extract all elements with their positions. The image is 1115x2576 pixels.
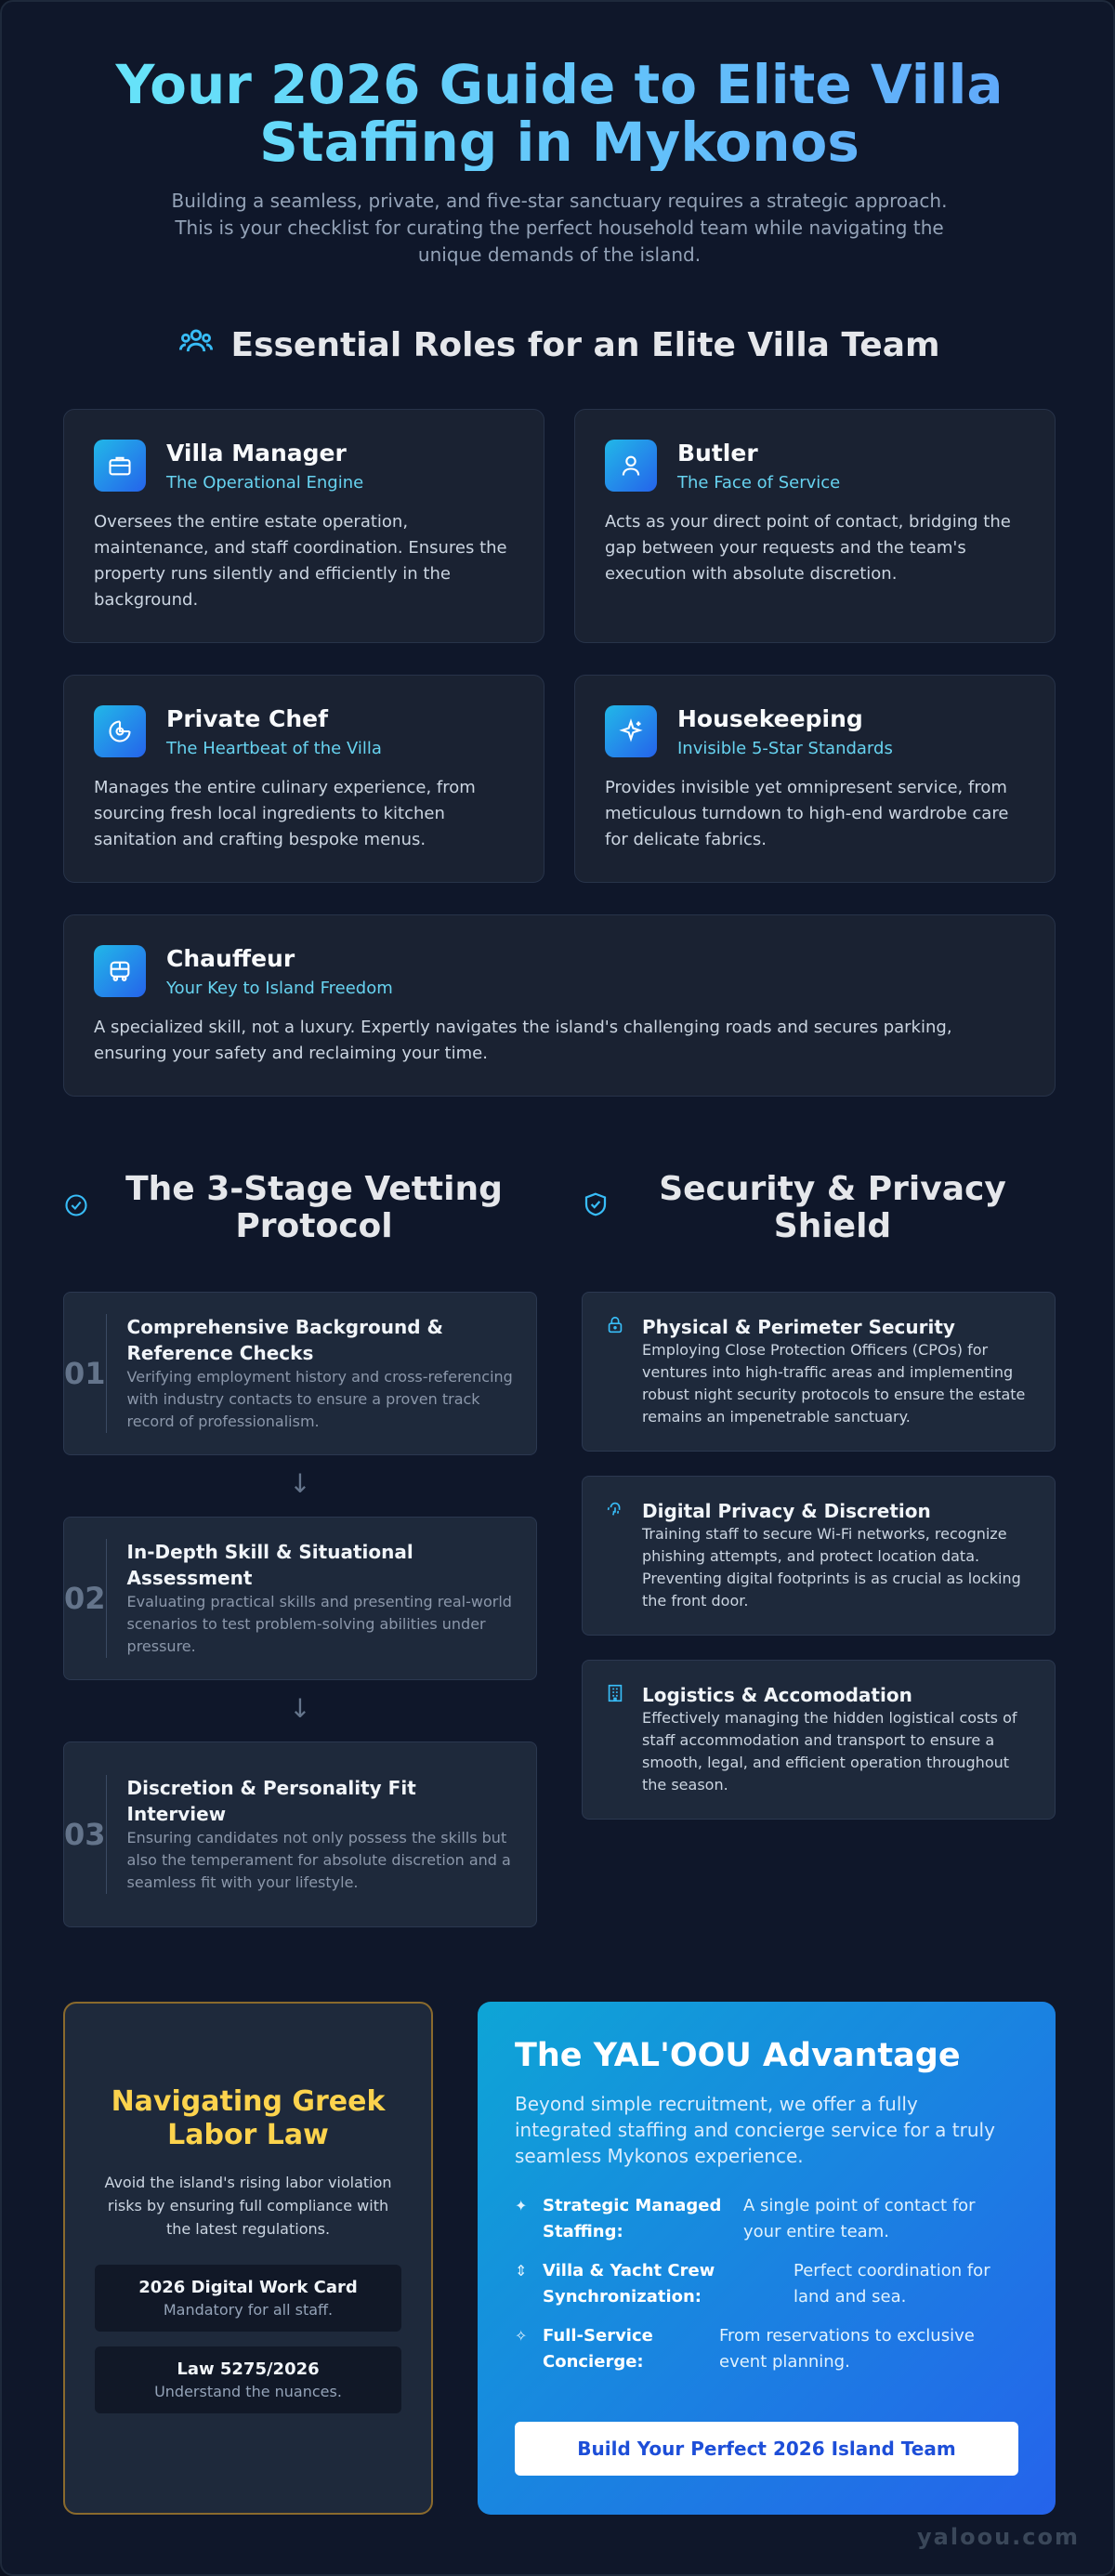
role-title: Housekeeping <box>677 705 863 732</box>
feature-key: Villa & Yacht Crew Synchronization: <box>543 2261 715 2307</box>
role-subtitle: The Heartbeat of the Villa <box>166 739 382 758</box>
feature-value: Perfect coordination for land and sea. <box>794 2261 990 2307</box>
vetting-step-3 <box>63 1741 537 1927</box>
labor-law-text: Avoid the island's rising labor violation risks by ensuring full compliance with the latest regulations. <box>104 2174 392 2238</box>
role-description: A specialized skill, not a luxury. Expertly navigates the island's challenging roads and secures parking, ensuring your safety and reclaiming your time. <box>94 1018 952 1063</box>
bus-icon <box>94 945 146 997</box>
vetting-heading-text: The 3-Stage Vetting Protocol <box>125 1170 503 1245</box>
fingerprint-icon <box>605 1499 625 1635</box>
role-title: Butler <box>677 440 758 467</box>
lock-icon <box>605 1315 625 1451</box>
security-heading-text: Security & Privacy Shield <box>659 1170 1006 1245</box>
sparkle-icon <box>605 705 657 757</box>
feature-value: From reservations to exclusive event planning. <box>719 2326 975 2372</box>
law-box-sub: Understand the nuances. <box>154 2383 342 2400</box>
labor-law-title: Navigating Greek Labor Law <box>111 2085 386 2151</box>
sparkle-icon: ✦ <box>515 2197 528 2215</box>
security-item-title: Logistics & Accomodation <box>642 1684 912 1706</box>
role-description: Manages the entire culinary experience, from sourcing fresh local ingredients to kitchen sanitation and crafting bespoke menus. <box>94 778 476 849</box>
feature-sync <box>515 2258 1018 2310</box>
security-item-text: Effectively managing the hidden logistical costs of staff accommodation and transport to ensure a smooth, legal, and efficient operation throughout the season. <box>642 1709 1017 1794</box>
sync-icon: ⇕ <box>515 2262 528 2280</box>
law-box-work-card <box>95 2265 401 2332</box>
step-text: Evaluating practical skills and presenting real-world scenarios to test problem-solving abilities under pressure. <box>126 1593 512 1655</box>
team-icon <box>178 323 214 367</box>
role-description: Provides invisible yet omnipresent service, from meticulous turndown to high-end wardrobe care for delicate fabrics. <box>605 778 1009 849</box>
law-box-title: Law 5275/2026 <box>177 2359 320 2379</box>
advantage-lead: Beyond simple recruitment, we offer a fully integrated staffing and concierge service for a truly seamless Mykonos experience. <box>515 2093 995 2167</box>
role-card-chauffeur <box>63 914 1056 1097</box>
step-text: Verifying employment history and cross-referencing with industry contacts to ensure a proven track record of professionalism. <box>126 1368 513 1430</box>
role-subtitle: Your Key to Island Freedom <box>166 979 393 998</box>
person-icon <box>605 440 657 492</box>
role-card-butler <box>574 409 1056 643</box>
advantage-title: The YAL'OOU Advantage <box>515 2037 961 2074</box>
brand-watermark: yaloou.com <box>917 2524 1080 2550</box>
security-heading <box>582 1171 1056 1245</box>
feature-key: Strategic Managed Staffing: <box>543 2196 722 2241</box>
role-title: Chauffeur <box>166 945 295 972</box>
role-description: Oversees the entire estate operation, maintenance, and staff coordination. Ensures the property runs silently and efficiently in the background. <box>94 512 507 610</box>
step-number: 01 <box>64 1356 106 1391</box>
role-title: Villa Manager <box>166 440 347 467</box>
role-title: Private Chef <box>166 705 328 732</box>
role-card-villa-manager <box>63 409 544 643</box>
role-subtitle: The Face of Service <box>677 473 841 493</box>
feature-value: A single point of contact for your entire team. <box>743 2196 976 2241</box>
check-circle-icon <box>63 1189 91 1227</box>
page-subtitle: Building a seamless, private, and five-star sanctuary requires a strategic approach. This is your checklist for curating the perfect household team while navigating the unique demands of the island. <box>171 190 948 266</box>
step-title: Discretion & Personality Fit Interview <box>126 1777 416 1825</box>
security-item-title: Physical & Perimeter Security <box>642 1316 955 1338</box>
step-title: In-Depth Skill & Situational Assessment <box>126 1541 413 1589</box>
build-team-button[interactable]: Build Your Perfect 2026 Island Team <box>515 2422 1018 2476</box>
feature-key: Full-Service Concierge: <box>543 2326 653 2372</box>
vetting-step-2 <box>63 1517 537 1680</box>
security-item-physical <box>582 1292 1056 1452</box>
vetting-step-1 <box>63 1292 537 1455</box>
labor-law-card <box>63 2002 433 2515</box>
role-subtitle: Invisible 5-Star Standards <box>677 739 893 758</box>
page-title: Your 2026 Guide to Elite Villa Staffing in Mykonos <box>48 56 1070 171</box>
role-description: Acts as your direct point of contact, bridging the gap between your requests and the team's execution with absolute discretion. <box>605 512 1011 584</box>
law-box-sub: Mandatory for all staff. <box>163 2301 334 2319</box>
roles-heading <box>2 323 1115 367</box>
vetting-heading <box>63 1171 537 1245</box>
security-item-digital <box>582 1476 1056 1636</box>
feature-staffing <box>515 2193 1018 2245</box>
security-item-title: Digital Privacy & Discretion <box>642 1500 931 1522</box>
law-box-title: 2026 Digital Work Card <box>138 2278 358 2297</box>
building-icon <box>605 1683 625 1819</box>
step-number: 03 <box>64 1817 106 1852</box>
security-item-text: Training staff to secure Wi-Fi networks, recognize phishing attempts, and protect location data. Preventing digital footprints is as crucial as locking the front door. <box>642 1525 1021 1610</box>
role-card-housekeeping <box>574 675 1056 883</box>
step-title: Comprehensive Background & Reference Checks <box>126 1316 443 1364</box>
star-icon: ✧ <box>515 2327 528 2345</box>
security-item-text: Employing Close Protection Officers (CPOs) for ventures into high-traffic areas and implementing robust night security protocols to ensure the estate remains an impenetrable sanctuary. <box>642 1341 1026 1426</box>
feature-concierge <box>515 2323 1018 2375</box>
arrow-down-icon: ↓ <box>289 1693 311 1724</box>
hero <box>2 53 1115 269</box>
security-item-logistics <box>582 1660 1056 1820</box>
step-number: 02 <box>64 1581 106 1616</box>
chef-icon <box>94 705 146 757</box>
advantage-card <box>478 2002 1056 2515</box>
role-card-private-chef <box>63 675 544 883</box>
law-box-law <box>95 2346 401 2413</box>
shield-check-icon <box>582 1189 610 1227</box>
step-text: Ensuring candidates not only possess the skills but also the temperament for absolute discretion and a seamless fit with your lifestyle. <box>126 1829 511 1891</box>
roles-heading-text: Essential Roles for an Elite Villa Team <box>230 326 940 364</box>
role-subtitle: The Operational Engine <box>166 473 364 493</box>
arrow-down-icon: ↓ <box>289 1468 311 1499</box>
briefcase-icon <box>94 440 146 492</box>
